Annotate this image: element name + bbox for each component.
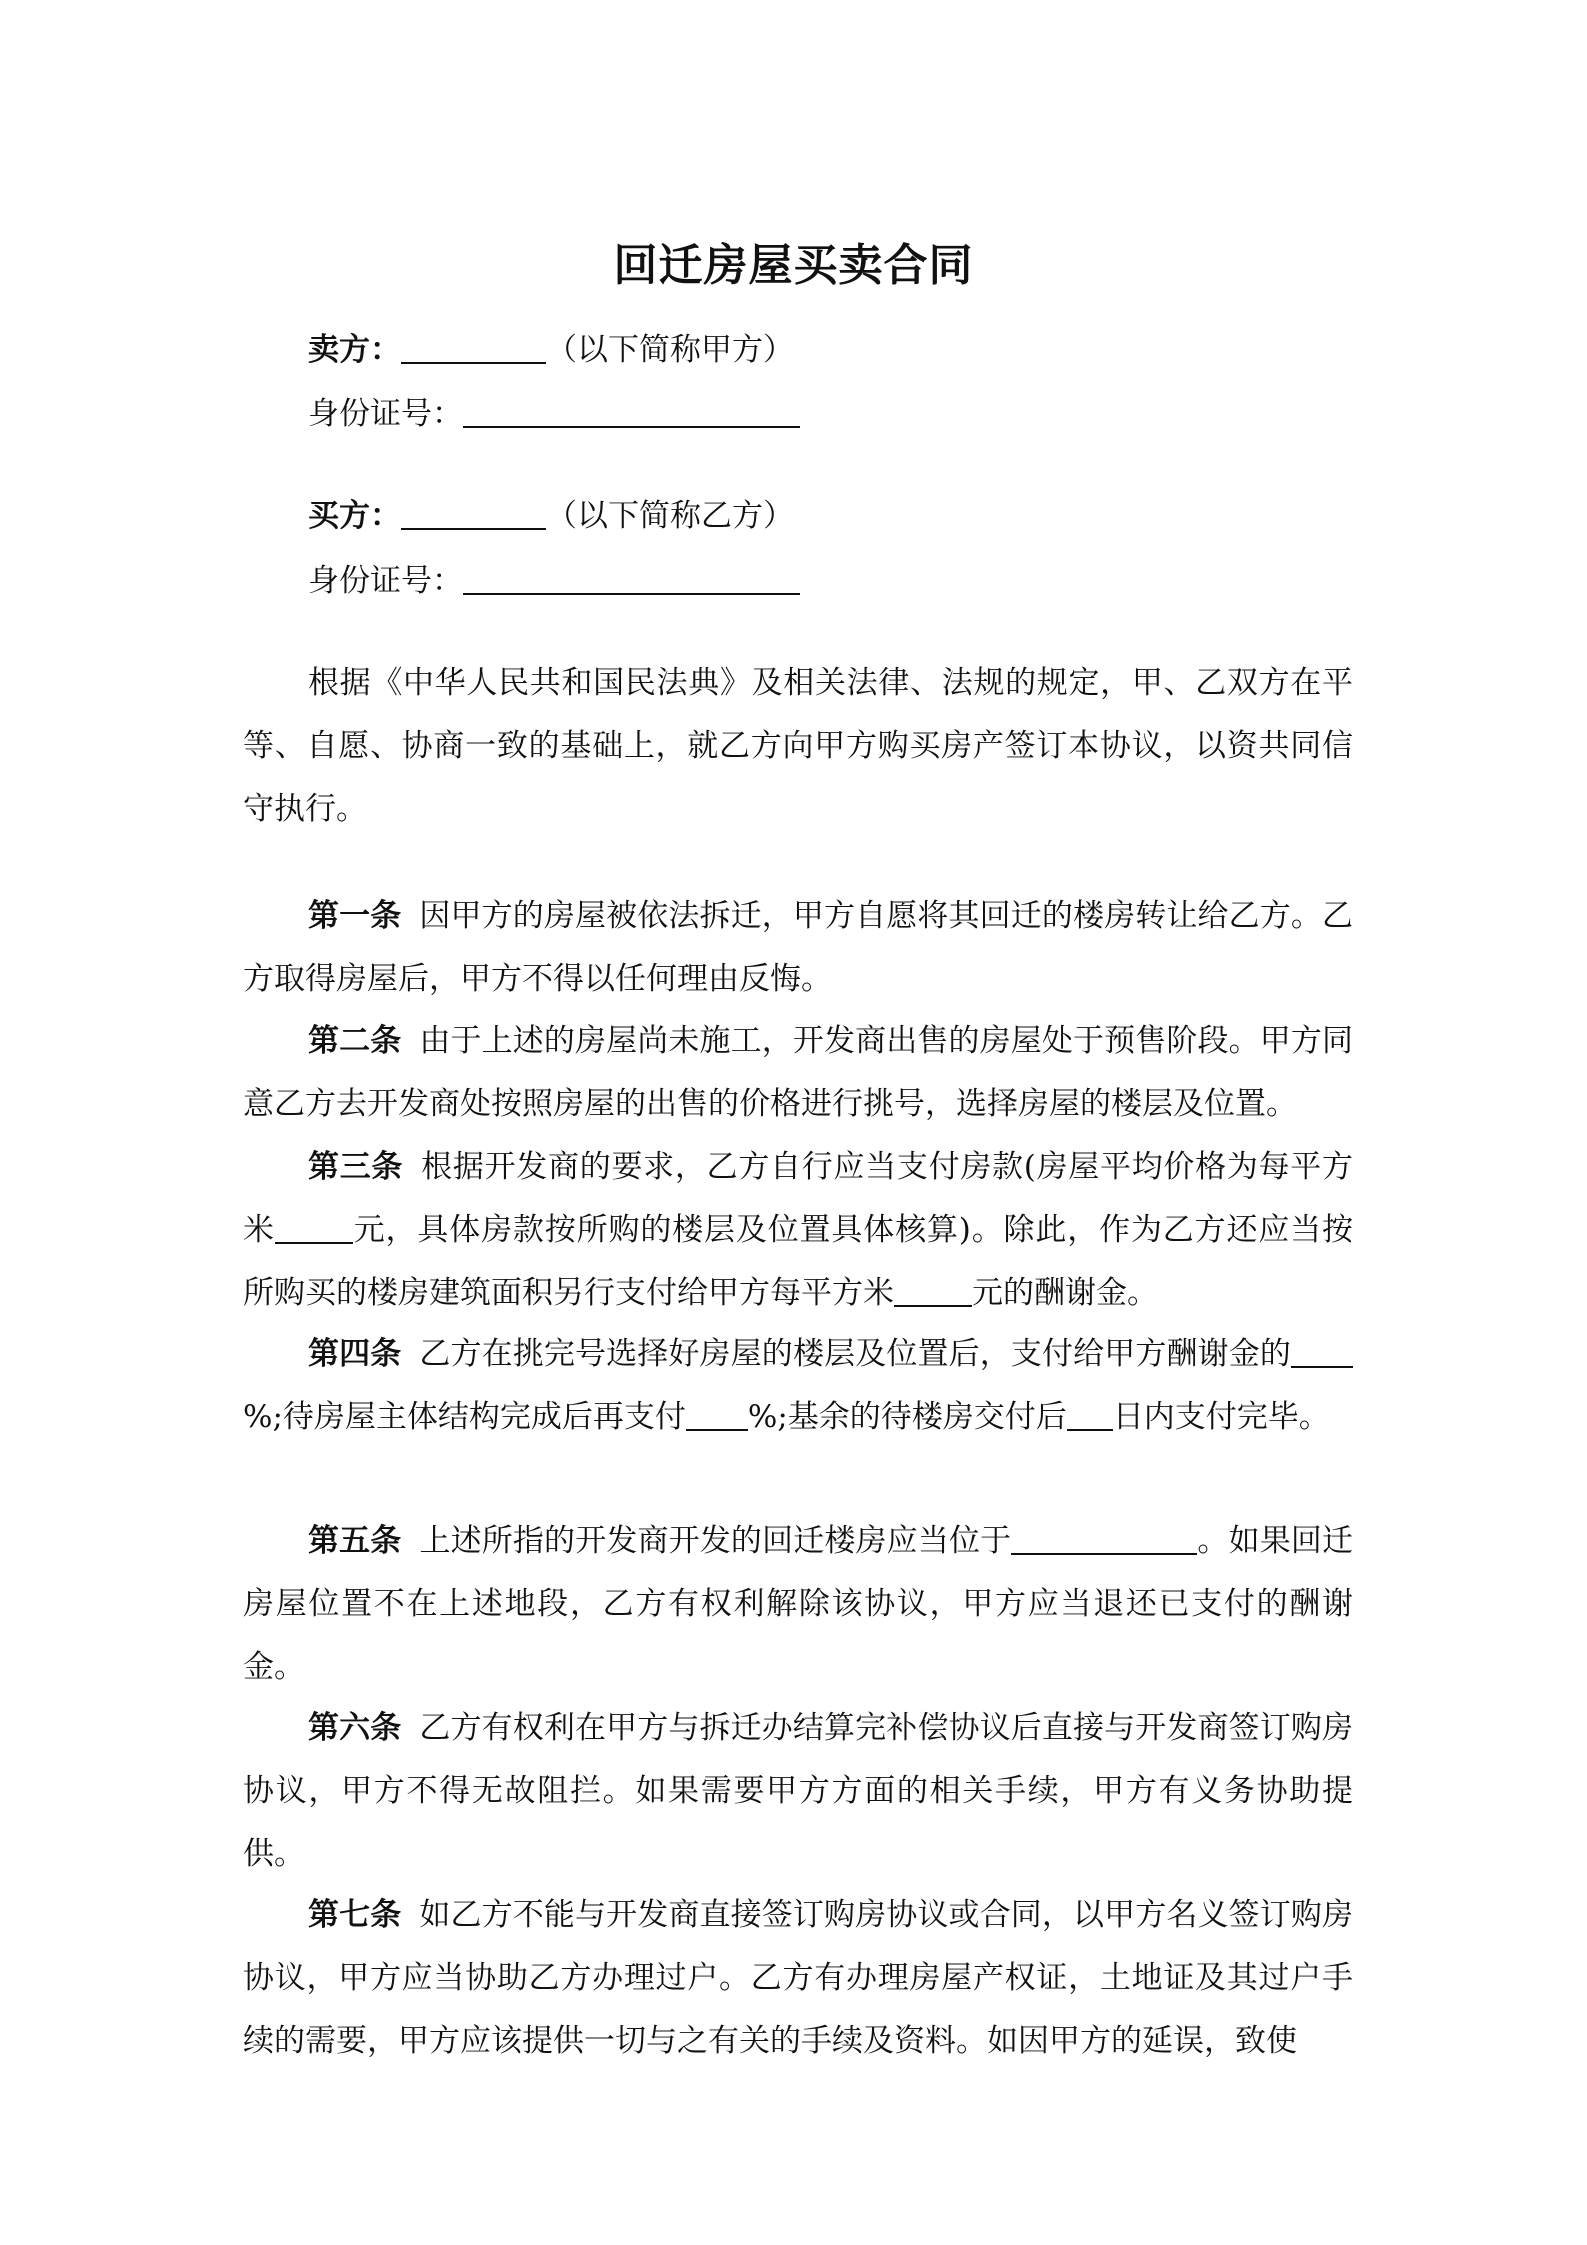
buyer-id-blank: [463, 563, 800, 595]
article-3-text-a: 根据开发商的要求，乙方自行应当支付房款(房屋平均价格为每平方米: [243, 1149, 1354, 1248]
price-per-sqm-blank: [275, 1212, 353, 1244]
first-payment-percent-blank: [1291, 1336, 1353, 1368]
article-3-title: 第三条: [308, 1149, 404, 1185]
final-payment-days-blank: [1067, 1399, 1113, 1431]
seller-line: [308, 330, 794, 370]
reward-per-sqm-blank: [894, 1275, 972, 1307]
buyer-label: 买方：: [308, 498, 401, 534]
article-6-title: 第六条: [308, 1710, 402, 1746]
article-5-text-a: 上述所指的开发商开发的回迁楼房应当位于: [419, 1523, 1012, 1559]
second-payment-percent-blank: [686, 1399, 748, 1431]
article-3: [243, 1136, 1353, 1325]
article-4-text-d: 日内支付完毕。: [1112, 1399, 1330, 1435]
buyer-suffix: （以下简称乙方）: [546, 498, 794, 534]
article-6-text: 乙方有权利在甲方与拆迁办结算完补偿协议后直接与开发商签订购房协议，甲方不得无故阻拦。如果需要甲方方面的相关手续，甲方有义务协助提供。: [243, 1710, 1353, 1872]
article-2: [243, 1010, 1353, 1136]
article-3-text-b: 元，具体房款按所购的楼层及位置具体核算)。除此，作为乙方还应当按所购买的楼房建筑面积另行支付给甲方每平方米: [243, 1212, 1354, 1311]
article-7-text: 如乙方不能与开发商直接签订购房协议或合同，以甲方名义签订购房协议，甲方应当协助乙方办理过户。乙方有办理房屋产权证，土地证及其过户手续的需要，甲方应该提供一切与之有关的手续及资料。如因甲方的延误，致使: [243, 1897, 1353, 2059]
article-7: [243, 1884, 1353, 2073]
seller-suffix: （以下简称甲方）: [546, 332, 794, 368]
article-5: [243, 1510, 1353, 1699]
buyer-line: [308, 496, 794, 536]
buyer-id-label: 身份证号：: [308, 563, 463, 599]
article-7-title: 第七条: [308, 1897, 402, 1933]
article-1: [243, 885, 1353, 1011]
seller-id-label: 身份证号：: [308, 396, 463, 432]
article-2-title: 第二条: [308, 1023, 402, 1059]
preamble-paragraph: 根据《中华人民共和国民法典》及相关法律、法规的规定，甲、乙双方在平等、自愿、协商一致的基础上，就乙方向甲方购买房产签订本协议，以资共同信守执行。: [243, 665, 1353, 827]
article-4-text-b: %;待房屋主体结构完成后再支付: [243, 1399, 686, 1435]
seller-id-blank: [463, 396, 800, 428]
seller-name-blank: [401, 332, 546, 364]
article-4-text-c: %;基余的待楼房交付后: [747, 1399, 1067, 1435]
seller-id-line: [308, 394, 800, 434]
article-5-title: 第五条: [308, 1523, 402, 1559]
buyer-id-line: [308, 561, 800, 601]
article-1-text: 因甲方的房屋被依法拆迁，甲方自愿将其回迁的楼房转让给乙方。乙方取得房屋后，甲方不得以任何理由反悔。: [243, 898, 1353, 997]
location-blank: [1011, 1523, 1197, 1555]
article-4: [243, 1323, 1353, 1449]
article-5-text-b: 。如果回迁房屋位置不在上述地段，乙方有权利解除该协议，甲方应当退还已支付的酬谢金。: [243, 1523, 1354, 1685]
article-2-text: 由于上述的房屋尚未施工，开发商出售的房屋处于预售阶段。甲方同意乙方去开发商处按照房屋的出售的价格进行挑号，选择房屋的楼层及位置。: [243, 1023, 1353, 1122]
article-1-title: 第一条: [308, 898, 402, 934]
article-4-text-a: 乙方在挑完号选择好房屋的楼层及位置后，支付给甲方酬谢金的: [419, 1336, 1292, 1372]
buyer-name-blank: [401, 498, 546, 530]
article-4-title: 第四条: [308, 1336, 402, 1372]
article-6: [243, 1697, 1353, 1886]
article-3-text-c: 元的酬谢金。: [972, 1275, 1158, 1311]
seller-label: 卖方：: [308, 332, 401, 368]
document-title: 回迁房屋买卖合同: [613, 240, 974, 291]
